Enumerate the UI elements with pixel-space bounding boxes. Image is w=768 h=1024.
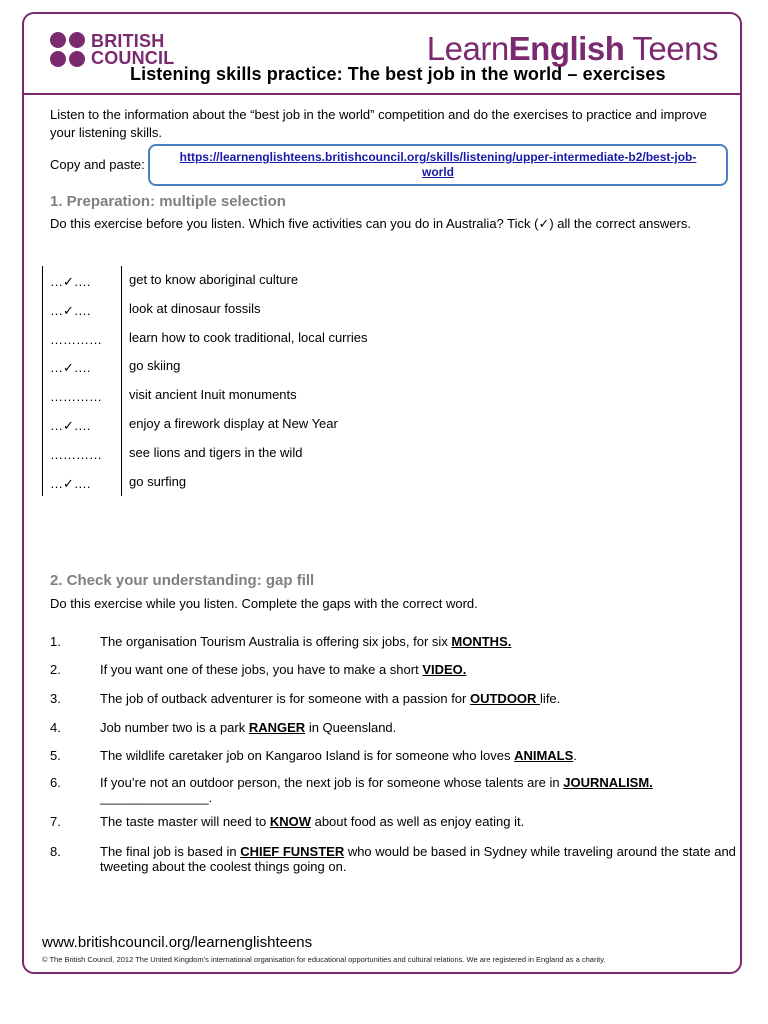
british-council-logo [50,32,174,67]
item-number: 4. [50,720,61,735]
activity-text: go surfing [129,474,187,489]
footer-url: www.britishcouncil.org/learnenglishteens [42,934,313,951]
answer-word[interactable]: ANIMALS [514,748,574,763]
answer-word[interactable]: CHIEF FUNSTER [240,844,345,859]
logo-line-1: BRITISH [91,30,165,51]
url-box [148,144,728,186]
tick-cell[interactable]: …✓…. [50,418,91,433]
item-sentence: If you want one of these jobs, you have to make a short VIDEO. [100,662,467,677]
header-divider [24,93,742,95]
logo-teens: Teens [624,30,718,67]
section1-instruction: Do this exercise before you listen. Which five activities can you do in Australia? Tick (✓) all the correct answers. [50,216,691,231]
section2-heading: 2. Check your understanding: gap fill [50,572,315,589]
item-number: 5. [50,748,61,763]
item-number: 7. [50,814,61,829]
tick-cell[interactable]: ………… [50,447,102,462]
tick-cell[interactable]: ………… [50,332,102,347]
activity-text: learn how to cook traditional, local curries [129,330,368,345]
activity-text: enjoy a firework display at New Year [129,416,338,431]
answer-word[interactable]: OUTDOOR [469,691,541,706]
tick-cell[interactable]: ………… [50,389,102,404]
section1-heading: 1. Preparation: multiple selection [50,193,286,210]
item-sentence: The final job is based in CHIEF FUNSTER who would be based in Sydney while traveling around the state and tweeting about the coolest things going on. [100,844,740,874]
item-sentence: The taste master will need to KNOW about food as well as enjoy eating it. [100,814,525,829]
answer-word[interactable]: KNOW [269,814,311,829]
logo-dots-icon [50,32,85,67]
item-number: 3. [50,691,61,706]
footer-copyright: © The British Council, 2012 The United Kingdom’s international organisation for educational opportunities and cultural relations. We are registered in England as a charity. [42,955,606,964]
tick-cell[interactable]: …✓…. [50,476,91,491]
answer-word[interactable]: JOURNALISM. [563,775,653,790]
logo-line-2: COUNCIL [91,47,175,68]
activity-text: go skiing [129,358,181,373]
item-sentence: The organisation Tourism Australia is offering six jobs, for six MONTHS. [100,634,512,649]
table-border-middle [121,266,122,496]
answer-word[interactable]: RANGER [248,720,306,735]
table-border-left [42,266,43,496]
item-sentence: Job number two is a park RANGER in Queensland. [100,720,397,735]
item-number: 6. [50,775,61,790]
intro-text: Listen to the information about the “best job in the world” competition and do the exercises to practice and improve your listening skills. [50,107,707,140]
activity-text: get to know aboriginal culture [129,272,299,287]
tick-cell[interactable]: …✓…. [50,274,91,289]
item-number: 2. [50,662,61,677]
logo-english: English [508,30,625,67]
logo-learn: Learn [426,30,509,67]
activity-text: see lions and tigers in the wild [129,445,303,460]
section2-instruction: Do this exercise while you listen. Complete the gaps with the correct word. [50,596,478,611]
learnenglish-teens-logo [427,30,718,68]
item-sentence: If you’re not an outdoor person, the next job is for someone whose talents are in JOURNALISM. _______________. [100,775,657,805]
item-number: 1. [50,634,61,649]
copy-paste-label: Copy and paste: [50,157,145,172]
item-number: 8. [50,844,61,859]
answer-word[interactable]: VIDEO. [422,662,467,677]
tick-cell[interactable]: …✓…. [50,360,91,375]
activity-text: visit ancient Inuit monuments [129,387,297,402]
item-sentence: The wildlife caretaker job on Kangaroo Island is for someone who loves ANIMALS. [100,748,577,763]
resource-link[interactable]: https://learnenglishteens.britishcouncil.org/skills/listening/upper-intermediate-b2/best-job-world [179,150,697,179]
answer-word[interactable]: MONTHS. [451,634,512,649]
item-sentence: The job of outback adventurer is for someone with a passion for OUTDOOR life. [100,691,561,706]
activity-text: look at dinosaur fossils [129,301,261,316]
tick-cell[interactable]: …✓…. [50,303,91,318]
page-title: Listening skills practice: The best job in the world – exercises [130,64,666,84]
